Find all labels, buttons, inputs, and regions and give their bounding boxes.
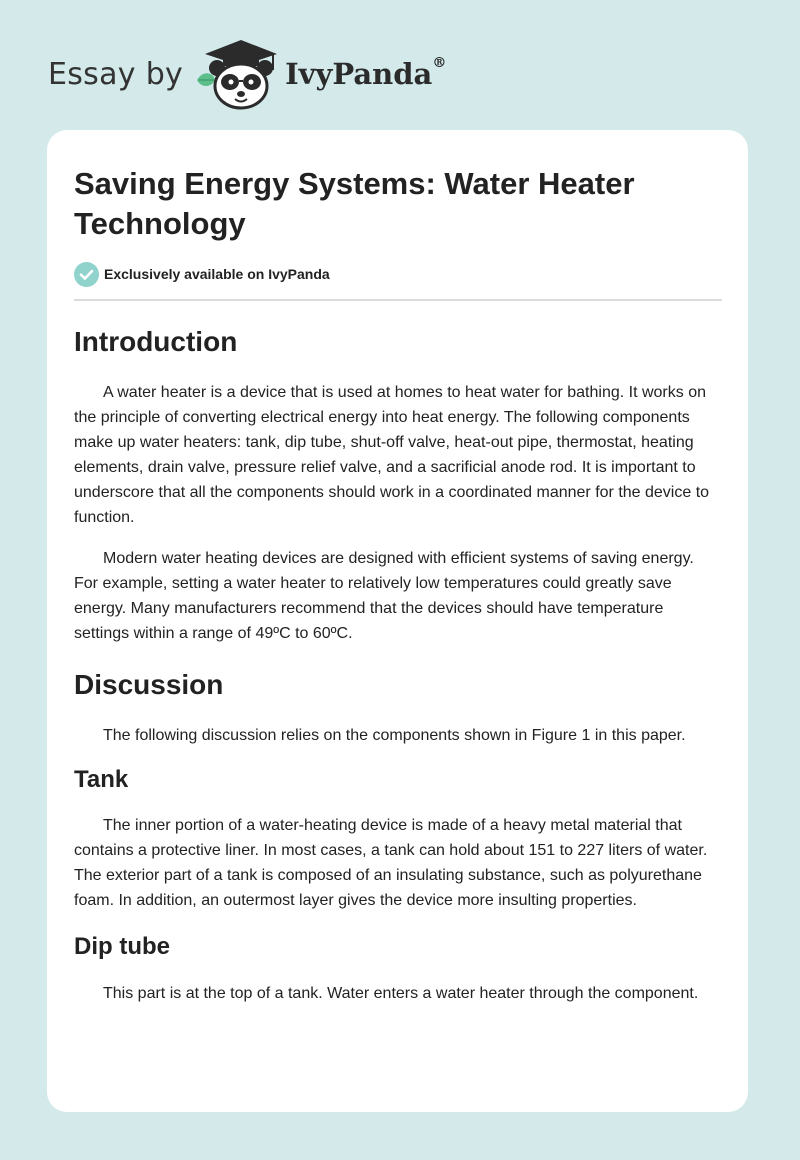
- exclusive-badge-text: Exclusively available on IvyPanda: [104, 266, 330, 282]
- check-circle-icon: [74, 262, 99, 287]
- heading-introduction: Introduction: [74, 326, 238, 357]
- divider: [74, 299, 722, 301]
- heading-discussion: Discussion: [74, 669, 224, 700]
- heading-tank: Tank: [74, 766, 129, 793]
- site-header: [48, 34, 446, 114]
- heading-dip-tube: Dip tube: [74, 933, 170, 960]
- paragraph-introduction-1: A water heater is a device that is used at homes to heat water for bathing. It works on the principle of converting electrical energy into heat energy. The following components make up water heaters: tank, dip tube, shut-off valve, heat-out pipe, thermostat, heating elements, drain valve, pressure relief valve, and a sacrificial anode rod. It is important to underscore that all the components should work in a coordinated manner for the device to function.: [74, 384, 710, 526]
- essay-card: [47, 130, 748, 1112]
- panda-graduate-logo-icon[interactable]: [193, 36, 283, 112]
- paragraph-tank-1: The inner portion of a water-heating device is made of a heavy metal material that contains a protective liner. In most cases, a tank can hold about 151 to 227 liters of water. The exterior part of a tank is composed of an insulating substance, such as polyurethane foam. In addition, an outermost layer gives the device more insulting properties.: [74, 817, 708, 909]
- brand-name[interactable]: [285, 57, 446, 91]
- brand-name-text: IvyPanda: [285, 57, 433, 91]
- paragraph-introduction-2: Modern water heating devices are designed with efficient systems of saving energy. For example, setting a water heater to relatively low temperatures could greatly save energy. Many manufacturers recommend that the devices should have temperature settings within a range of 49ºC to 60ºC.: [74, 550, 694, 642]
- paragraph-discussion-1: The following discussion relies on the components shown in Figure 1 in this paper.: [103, 727, 686, 744]
- paragraph-dip-tube-1: This part is at the top of a tank. Water enters a water heater through the component.: [103, 985, 699, 1002]
- essay-by-label: Essay by: [48, 56, 184, 92]
- essay-content: [74, 130, 722, 1006]
- page-title: Saving Energy Systems: Water Heater Technology: [74, 166, 635, 241]
- exclusive-badge: [74, 261, 722, 287]
- registered-mark: ®: [432, 55, 447, 71]
